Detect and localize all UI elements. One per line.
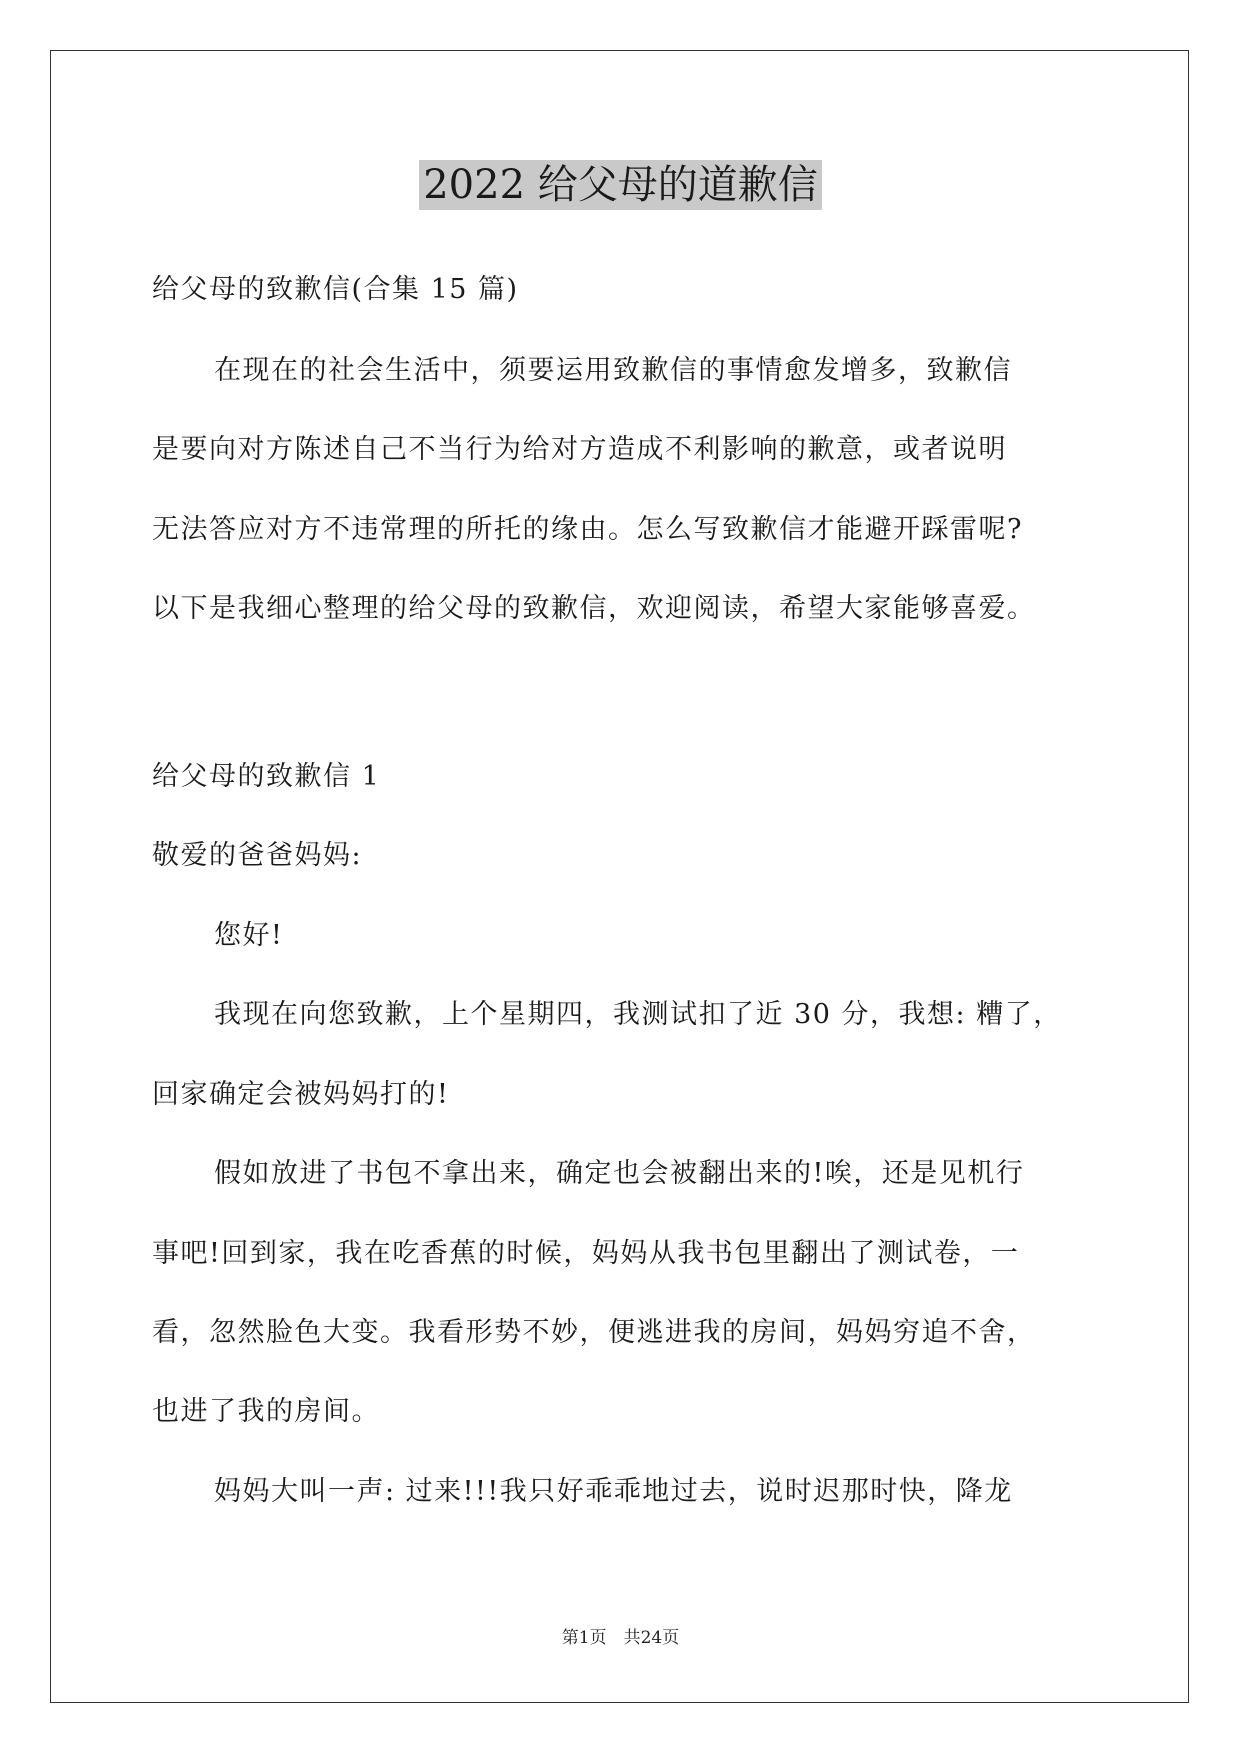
body-line-2: 回家确定会被妈妈打的! xyxy=(152,1079,450,1110)
document-subtitle: 给父母的致歉信(合集 15 篇) xyxy=(152,274,519,305)
intro-line-1: 在现在的社会生活中，须要运用致歉信的事情愈发增多，致歉信 xyxy=(214,355,1012,386)
intro-line-3: 无法答应对方不违常理的所托的缘由。怎么写致歉信才能避开踩雷呢? xyxy=(152,514,1023,545)
page-footer: 第1页 共24页 xyxy=(561,1628,680,1648)
document-title xyxy=(0,158,1241,212)
section-title: 给父母的致歉信 1 xyxy=(152,761,381,792)
document-title-text: 2022 给父母的道歉信 xyxy=(419,160,822,210)
body-line-1: 我现在向您致歉，上个星期四，我测试扣了近 30 分，我想: 糟了， xyxy=(214,999,1062,1030)
body-line-5: 看，忽然脸色大变。我看形势不妙，便逃进我的房间，妈妈穷追不舍， xyxy=(152,1317,1036,1348)
intro-line-2: 是要向对方陈述自己不当行为给对方造成不利影响的歉意，或者说明 xyxy=(152,434,1007,465)
body-line-7: 妈妈大叫一声: 过来!!!我只好乖乖地过去，说时迟那时快，降龙 xyxy=(214,1476,1013,1507)
intro-line-4: 以下是我细心整理的给父母的致歉信，欢迎阅读，希望大家能够喜爱。 xyxy=(152,593,1036,624)
salutation: 敬爱的爸爸妈妈: xyxy=(152,840,363,871)
body-line-3: 假如放进了书包不拿出来，确定也会被翻出来的!唉，还是见机行 xyxy=(214,1158,1025,1189)
greeting: 您好! xyxy=(214,920,284,951)
body-line-6: 也进了我的房间。 xyxy=(152,1396,380,1427)
body-line-4: 事吧!回到家，我在吃香蕉的时候，妈妈从我书包里翻出了测试卷，一 xyxy=(152,1238,1020,1269)
